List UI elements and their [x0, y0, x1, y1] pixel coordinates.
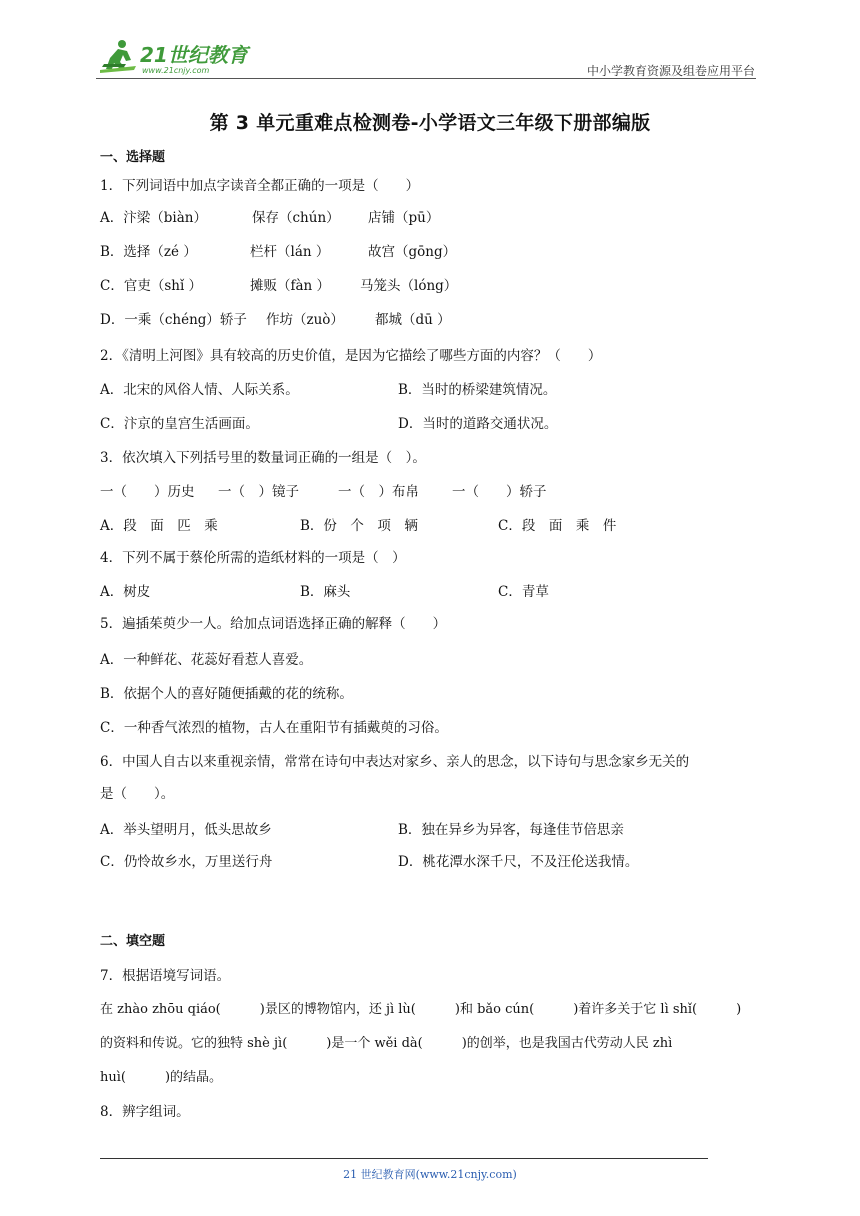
q3-option-b: B．份 个 项 辆 [300, 518, 418, 534]
q6-option-d: D．桃花潭水深千尺，不及汪伦送我情。 [398, 854, 639, 870]
logo-text: 21世纪教育 [140, 43, 248, 67]
q6-stem-line2: 是（ ）。 [100, 786, 175, 802]
q3-fill-2: 一（ ）镜子 [218, 484, 299, 500]
q1-option-b-1: B．选择（zé ） [100, 244, 197, 260]
q2-option-d: D．当时的道路交通状况。 [398, 416, 558, 432]
q2-option-a: A．北宋的风俗人情、人际关系。 [100, 382, 299, 398]
q6-stem-line1: 6．中国人自古以来重视亲情，常常在诗句中表达对家乡、亲人的思念，以下诗句与思念家乡无关的 [100, 754, 690, 770]
section-heading-choice: 一、选择题 [100, 150, 166, 165]
q4-option-a: A．树皮 [100, 584, 151, 600]
q1-option-d-2: 作坊（zuò） [266, 312, 344, 328]
site-logo [96, 36, 258, 78]
section-heading-fill: 二、填空题 [100, 934, 166, 949]
q3-option-a: A．段 面 匹 乘 [100, 518, 218, 534]
q6-option-a: A．举头望明月，低头思故乡 [100, 822, 272, 838]
footer-divider [100, 1158, 708, 1159]
q3-fill-3: 一（ ）布帛 [338, 484, 419, 500]
q1-option-a-2: 保存（chún） [252, 210, 340, 226]
q1-option-d-1: D．一乘（chéng）轿子 [100, 312, 247, 328]
q6-option-c: C．仍怜故乡水，万里送行舟 [100, 854, 273, 870]
q1-option-c-2: 摊贩（fàn ） [250, 278, 331, 294]
q4-option-b: B．麻头 [300, 584, 351, 600]
q7-stem: 7．根据语境写词语。 [100, 968, 231, 984]
q2-option-c: C．汴京的皇宫生活画面。 [100, 416, 259, 432]
q1-stem: 1．下列词语中加点字读音全都正确的一项是（ ） [100, 178, 420, 194]
q5-option-c: C．一种香气浓烈的植物，古人在重阳节有插戴萸的习俗。 [100, 720, 448, 736]
q7-text-line2: 的资料和传说。它的独特 shè jì( )是一个 wěi dà( )的创举，也是我国古代劳动人民 zhì [100, 1036, 673, 1051]
header-divider [96, 78, 756, 79]
q4-stem: 4．下列不属于蔡伦所需的造纸材料的一项是（ ） [100, 550, 406, 566]
q8-stem: 8．辨字组词。 [100, 1104, 190, 1120]
q2-option-b: B．当时的桥梁建筑情况。 [398, 382, 557, 398]
q1-option-d-3: 都城（dū ） [375, 312, 451, 328]
q6-option-b: B．独在异乡为异客，每逢佳节倍思亲 [398, 822, 624, 838]
header-platform-text: 中小学教育资源及组卷应用平台 [586, 64, 755, 78]
logo-url: www.21cnjy.com [142, 66, 210, 75]
q5-stem: 5．遍插茱萸少一人。给加点词语选择正确的解释（ ） [100, 616, 447, 632]
footer-link[interactable]: 21 世纪教育网(www.21cnjy.com) [343, 1168, 517, 1181]
q3-fill-1: 一（ ）历史 [100, 484, 195, 500]
runner-icon [100, 40, 136, 73]
q1-option-a-3: 店铺（pū） [368, 210, 440, 226]
q1-option-a-1: A．汴梁（biàn） [100, 210, 207, 226]
q4-option-c: C．青草 [498, 584, 549, 600]
q1-option-b-2: 栏杆（lán ） [250, 244, 330, 260]
q5-option-b: B．依据个人的喜好随便插戴的花的统称。 [100, 686, 353, 702]
q5-option-a: A．一种鲜花、花蕊好看惹人喜爱。 [100, 652, 313, 668]
q1-option-c-3: 马笼头（lóng） [360, 278, 458, 294]
q7-text-line1: 在 zhào zhōu qiáo( )景区的博物馆内，还 jì lù( )和 bǎo cún( )着许多关于它 lì shǐ( ) [100, 1002, 742, 1017]
q3-stem: 3．依次填入下列括号里的数量词正确的一组是（ ）。 [100, 450, 426, 466]
page-title: 第 3 单元重难点检测卷-小学语文三年级下册部编版 [209, 112, 651, 134]
q3-fill-4: 一（ ）轿子 [452, 484, 547, 500]
q1-option-c-1: C．官吏（shǐ ） [100, 278, 203, 294]
q1-option-b-3: 故宫（gōng） [368, 244, 457, 260]
q2-stem: 2．《清明上河图》具有较高的历史价值，是因为它描绘了哪些方面的内容？（ ） [100, 348, 602, 364]
q7-text-line3: huì( )的结晶。 [100, 1070, 223, 1085]
q3-option-c: C．段 面 乘 件 [498, 518, 617, 534]
